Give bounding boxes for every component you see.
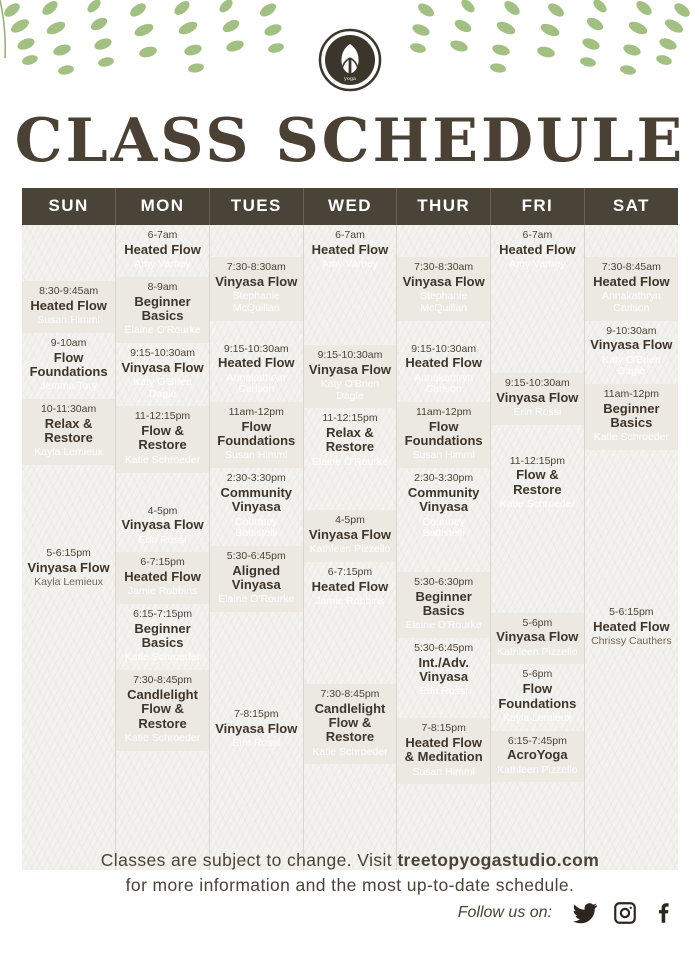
column-header-fri: FRI xyxy=(491,188,585,225)
class-entry[interactable]: 8-9am Beginner Basics Elaine O'Rourke xyxy=(116,277,209,343)
class-entry[interactable]: 9:15-10:30am Vinyasa Flow Erin Rossi xyxy=(491,373,584,425)
class-entry[interactable]: 11am-12pm Flow Foundations Susan Himml xyxy=(210,402,303,468)
day-column-wed xyxy=(303,225,397,870)
class-entry[interactable]: 2:30-3:30pm Community Vinyasa Courtney Battistelli xyxy=(407,472,480,540)
column-header-mon: MON xyxy=(116,188,210,225)
class-entry[interactable]: 6-7am Heated Flow Amy Varney xyxy=(124,229,201,271)
class-entry[interactable]: 7:30-8:45pm Candlelight Flow & Restore Katie Schroeder xyxy=(304,684,397,764)
class-entry[interactable]: 2:30-3:30pm Community Vinyasa Courtney Battistelli xyxy=(220,472,292,540)
day-column-sun xyxy=(22,225,116,870)
class-entry[interactable]: 5-6pm Vinyasa Flow Kathleen Pizzello xyxy=(491,613,584,665)
footer-note xyxy=(0,848,700,899)
table-row xyxy=(22,225,678,870)
class-entry[interactable]: 11-12:15pm Flow & Restore Katie Schroeder xyxy=(116,406,209,472)
footer-text-before: Classes are subject to change. Visit xyxy=(100,850,398,870)
class-entry[interactable]: 6-7:15pm Heated Flow Jamie Robbins xyxy=(311,566,389,608)
day-column-fri xyxy=(491,225,585,870)
tree-logo-icon xyxy=(318,28,382,92)
class-entry[interactable]: 5:30-6:45pm Aligned Vinyasa Elaine O'Rourke xyxy=(210,546,303,612)
class-entry[interactable]: 5:30-6:30pm Beginner Basics Elaine O'Rourke xyxy=(397,572,490,638)
column-header-sat: SAT xyxy=(584,188,678,225)
class-entry[interactable]: 4-5pm Vinyasa Flow Kathleen Pizzello xyxy=(304,510,397,562)
class-entry[interactable]: 6-7am Heated Flow Amy Varney xyxy=(311,229,389,271)
class-entry[interactable]: 6-7:15pm Heated Flow Jamie Robbins xyxy=(116,552,209,604)
class-entry[interactable]: 9-10am Flow Foundations Jemma Tory xyxy=(29,336,108,393)
footer-line-2: for more information and the most up-to-date schedule. xyxy=(125,875,575,896)
twitter-icon[interactable] xyxy=(572,900,598,926)
day-column-tues xyxy=(209,225,303,870)
class-entry[interactable]: 8:30-9:45am Heated Flow Susan Himml xyxy=(22,281,115,333)
class-entry[interactable]: 9:15-10:30am Vinyasa Flow Katy O'Brien Dagle xyxy=(304,345,397,409)
column-header-thur: THUR xyxy=(397,188,491,225)
class-schedule-table xyxy=(22,188,678,870)
class-entry[interactable]: 6:15-7:15pm Beginner Basics Katie Schroeder xyxy=(124,608,201,664)
class-entry[interactable]: 9:15-10:30am Vinyasa Flow Katy O'Brien Dagle xyxy=(121,346,204,400)
website-link[interactable]: treetopyogastudio.com xyxy=(397,850,600,870)
class-entry[interactable]: 6:15-7:45pm AcroYoga Kathleen Pizzello xyxy=(491,731,584,783)
class-entry[interactable]: 5-6:15pm Heated Flow Chrissy Cauthers xyxy=(591,606,672,648)
follow-label: Follow us on: xyxy=(457,904,552,921)
day-column-thur xyxy=(397,225,491,870)
class-entry[interactable]: 4-5pm Vinyasa Flow Erin Rossi xyxy=(121,504,204,546)
svg-text:yoga: yoga xyxy=(343,76,357,82)
class-entry[interactable]: 5:30-6:45pm Int./Adv. Vinyasa Erin Rossi xyxy=(414,642,474,698)
class-entry[interactable]: 5-6:15pm Vinyasa Flow Kayla Lemieux xyxy=(27,546,110,589)
footer-line-1 xyxy=(0,848,700,873)
day-column-mon xyxy=(116,225,210,870)
column-header-tues: TUES xyxy=(209,188,303,225)
class-entry[interactable]: 9:15-10:30am Heated Flow Annakathryn Carlson xyxy=(405,342,482,396)
class-entry[interactable]: 11-12:15pm Relax & Restore Elaine O'Rourke xyxy=(311,412,389,468)
class-entry[interactable]: 11-12:15pm Flow & Restore Katie Schroeder xyxy=(499,454,576,510)
class-entry[interactable]: 7-8:15pm Heated Flow & Meditation Susan Himml xyxy=(397,718,490,784)
follow-us-bar xyxy=(458,900,678,926)
class-entry[interactable]: 7:30-8:45pm Candlelight Flow & Restore Katie Schroeder xyxy=(116,670,209,750)
instagram-icon[interactable] xyxy=(612,900,638,926)
class-entry[interactable]: 6-7am Heated Flow Amy Varney xyxy=(499,229,576,271)
column-header-sun: SUN xyxy=(22,188,116,225)
table-header-row xyxy=(22,188,678,225)
day-column-sat xyxy=(584,225,678,870)
class-entry[interactable]: 11am-12pm Beginner Basics Katie Schroeder xyxy=(585,384,678,450)
class-entry[interactable]: 10-11:30am Relax & Restore Kayla Lemieux xyxy=(22,399,115,465)
class-entry[interactable]: 7:30-8:45am Heated Flow Annakathryn Carlson xyxy=(585,257,678,321)
facebook-icon[interactable] xyxy=(652,900,678,926)
class-entry[interactable]: 11am-12pm Flow Foundations Susan Himml xyxy=(397,402,490,468)
class-entry[interactable]: 9-10:30am Vinyasa Flow Katy O'Brien Dagle xyxy=(590,324,673,378)
class-entry[interactable]: 7:30-8:30am Vinyasa Flow Stephanie McQuillan xyxy=(397,257,490,321)
column-header-wed: WED xyxy=(303,188,397,225)
page-title: CLASS SCHEDULE xyxy=(14,106,686,176)
class-entry[interactable]: 7:30-8:30am Vinyasa Flow Stephanie McQuillan xyxy=(210,257,303,321)
class-entry[interactable]: 5-6pm Flow Foundations Kayla Lemieux xyxy=(498,668,577,724)
class-entry[interactable]: 7-8:15pm Vinyasa Flow Erin Rossi xyxy=(215,708,298,750)
class-entry[interactable]: 9:15-10:30am Heated Flow Annakathryn Carlson xyxy=(217,342,295,396)
